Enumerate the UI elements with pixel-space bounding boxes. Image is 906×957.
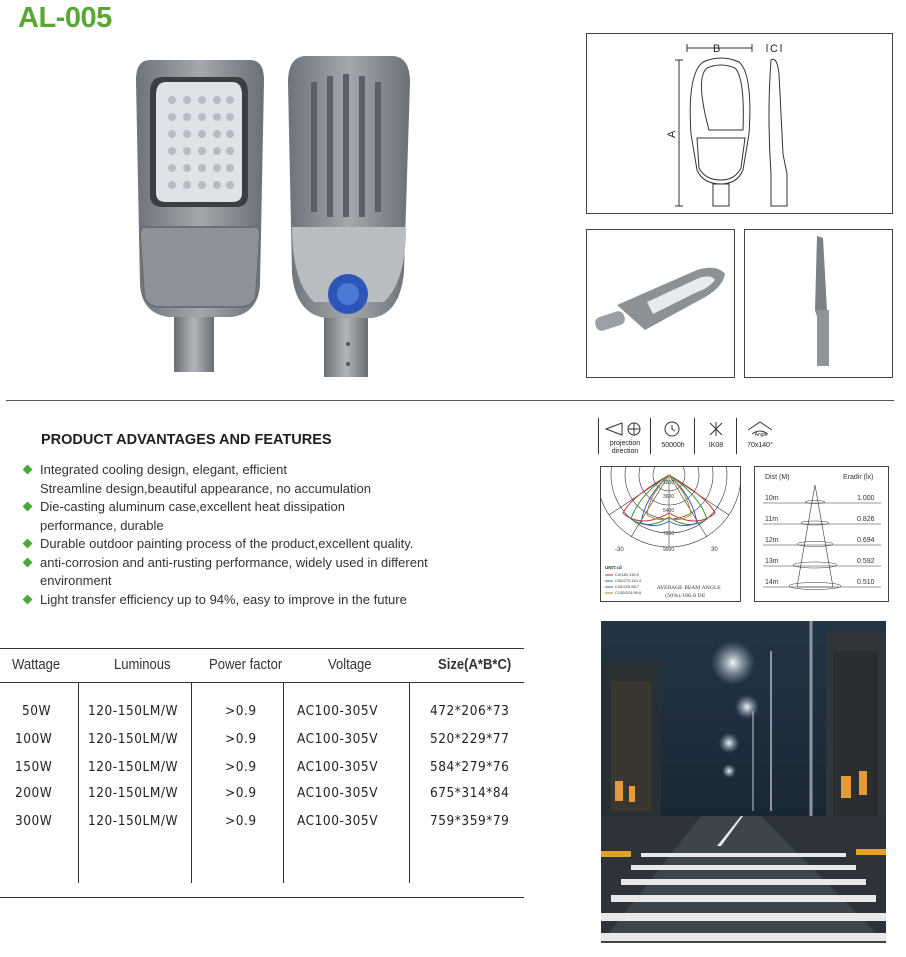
lamp-front-image bbox=[132, 55, 268, 375]
feature-list bbox=[24, 461, 454, 609]
svg-text:(50%):106.8 DE: (50%):106.8 DE bbox=[665, 593, 706, 599]
svg-text:0.592: 0.592 bbox=[857, 558, 875, 565]
svg-text:9000: 9000 bbox=[663, 547, 675, 553]
svg-text:C0/180,119.8: C0/180,119.8 bbox=[615, 572, 639, 577]
header-luminous: Luminous bbox=[114, 657, 171, 673]
features-heading: PRODUCT ADVANTAGES AND FEATURES bbox=[41, 432, 332, 448]
dimension-drawing bbox=[586, 33, 893, 214]
feature-item: Durable outdoor painting process of the product,excellent quality. bbox=[24, 535, 454, 554]
diamond-bullet-icon bbox=[23, 557, 33, 567]
svg-text:11m: 11m bbox=[765, 516, 779, 523]
svg-text:1800: 1800 bbox=[663, 480, 675, 486]
svg-text:C45/225,98.7: C45/225,98.7 bbox=[615, 584, 640, 589]
feature-item: Light transfer efficiency up to 94%, easy to improve in the future bbox=[24, 591, 454, 610]
svg-text:14m: 14m bbox=[765, 579, 779, 586]
illuminance-chart bbox=[754, 466, 889, 602]
feature-item: anti-corrosion and anti-rusting performance, widely used in different environment bbox=[24, 554, 454, 591]
lamp-side-image bbox=[744, 229, 893, 378]
ik-rating-icon bbox=[706, 420, 726, 438]
svg-text:-30: -30 bbox=[615, 547, 624, 553]
svg-text:7200: 7200 bbox=[663, 531, 675, 537]
label-a: A bbox=[666, 130, 678, 138]
svg-text:3600: 3600 bbox=[663, 494, 675, 500]
svg-text:30: 30 bbox=[711, 547, 718, 553]
svg-text:UNIT:cd: UNIT:cd bbox=[605, 565, 622, 570]
header-voltage: Voltage bbox=[328, 657, 372, 673]
svg-text:5400: 5400 bbox=[663, 508, 675, 514]
svg-text:0.694: 0.694 bbox=[857, 537, 875, 544]
svg-text:0.510: 0.510 bbox=[857, 579, 875, 586]
projection-icon bbox=[604, 420, 646, 438]
svg-text:13m: 13m bbox=[765, 558, 779, 565]
label-c: C bbox=[770, 43, 778, 55]
header-size: Size(A*B*C) bbox=[438, 657, 512, 673]
label-b: B bbox=[713, 43, 721, 55]
lamp-angle-image bbox=[586, 229, 735, 378]
svg-text:12m: 12m bbox=[765, 537, 779, 544]
section-divider bbox=[6, 400, 894, 401]
spec-table: Wattage Luminous Power factor Voltage Size(A*B*C) 50W 120-150LM/W >0.9 AC100-305V 472*206*73 100W 120-150LM/W >0.9 AC100-305V 520*229*77 150W 120-150LM/W >0.9 AC100-305V 584*279*76 200W 120-150LM/W >0.9 AC100-305V 675*314*84 300W 120-150LM/W >0.9 AC100-305V 759*359*79 bbox=[0, 648, 524, 900]
lifetime-icon bbox=[662, 420, 682, 438]
header-wattage: Wattage bbox=[12, 657, 61, 673]
diamond-bullet-icon bbox=[23, 465, 33, 475]
diamond-bullet-icon bbox=[23, 594, 33, 604]
lamp-back-image bbox=[284, 52, 414, 378]
svg-text:AVERAGE BEAM ANGLE: AVERAGE BEAM ANGLE bbox=[657, 585, 721, 591]
svg-text:C135/315,95.6: C135/315,95.6 bbox=[615, 590, 642, 595]
svg-text:0.826: 0.826 bbox=[857, 516, 875, 523]
diamond-bullet-icon bbox=[23, 539, 33, 549]
polar-distribution-chart bbox=[600, 466, 741, 602]
feature-item: Die-casting aluminum case,excellent heat dissipation performance, durable bbox=[24, 498, 454, 535]
model-title: AL-005 bbox=[18, 2, 112, 34]
header-power-factor: Power factor bbox=[209, 657, 283, 673]
diamond-bullet-icon bbox=[23, 502, 33, 512]
svg-text:1.000: 1.000 bbox=[857, 495, 875, 502]
feature-item: Integrated cooling design, elegant, efficient Streamline design,beautiful appearance, no accumulation bbox=[24, 461, 454, 498]
svg-text:Eradir (lx): Eradir (lx) bbox=[843, 474, 874, 481]
svg-text:C90/270,110.4: C90/270,110.4 bbox=[615, 578, 641, 583]
street-night-image bbox=[601, 621, 886, 943]
svg-text:Dist (M): Dist (M) bbox=[765, 474, 790, 481]
spec-icons: projection direction 50000h IK08 Angle 70x140° bbox=[598, 414, 788, 462]
svg-text:10m: 10m bbox=[765, 495, 779, 502]
